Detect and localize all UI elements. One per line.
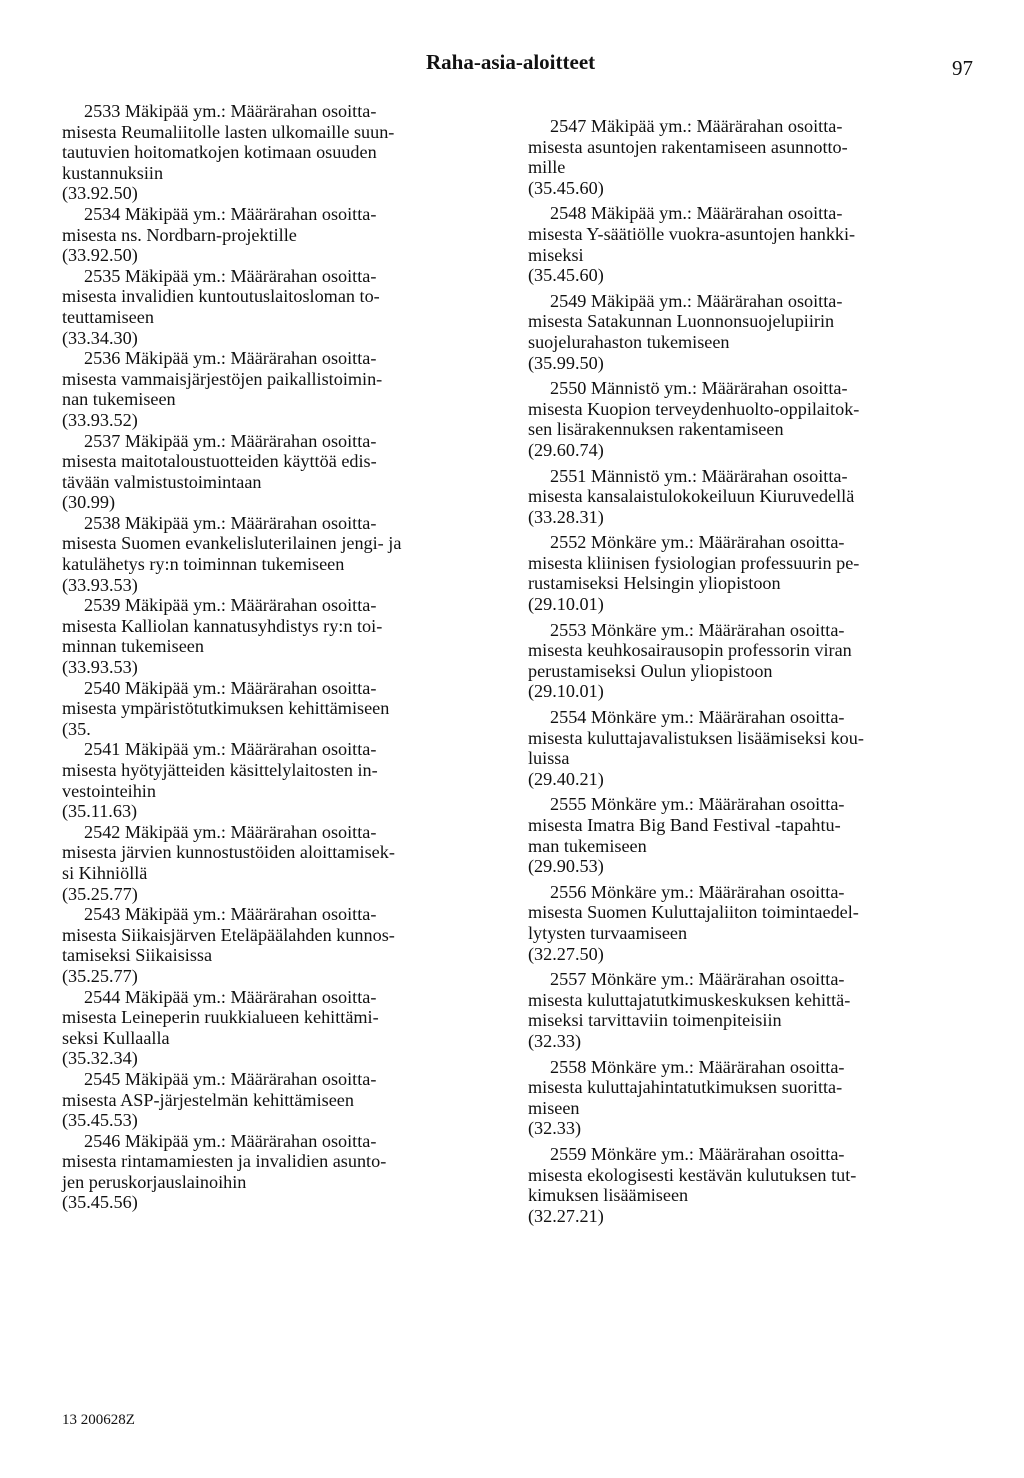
entry-text-line: misesta Y-säätiölle vuokra-asuntojen hankki- — [528, 223, 856, 244]
entry-heading-line: 2545 Mäkipää ym.: Määrärahan osoitta- — [84, 1068, 377, 1089]
entry-text-line: (35. — [62, 718, 91, 739]
entry-text-line: misesta kuluttajavalistuksen lisäämiseksi kou- — [528, 727, 864, 748]
initiative-entry — [528, 969, 966, 1051]
initiative-entry — [62, 739, 500, 821]
entry-text-line: (30.99) — [62, 492, 116, 513]
entry-text-line: minnan tukemiseen — [62, 636, 204, 657]
initiative-entry — [62, 822, 500, 904]
entry-heading-line: 2533 Mäkipää ym.: Määrärahan osoitta- — [84, 101, 377, 121]
entry-text-line: (29.10.01) — [528, 594, 604, 615]
entry-text-line: misesta Reumaliitolle lasten ulkomaille suun- — [62, 121, 395, 142]
entry-heading-line: 2553 Mönkäre ym.: Määrärahan osoitta- — [550, 619, 845, 640]
initiative-entry — [528, 378, 966, 460]
initiative-entry — [62, 431, 500, 513]
entry-text-line: (35.25.77) — [62, 965, 138, 986]
entry-text-line: (33.93.53) — [62, 574, 138, 595]
initiative-entry — [62, 595, 500, 677]
entry-text-line: misesta Kuopion terveydenhuolto-oppilaitok- — [528, 398, 860, 419]
left-column — [62, 101, 500, 1213]
entry-heading-line: 2559 Mönkäre ym.: Määrärahan osoitta- — [550, 1143, 845, 1164]
initiative-entry — [528, 707, 966, 789]
initiative-entry — [528, 620, 966, 702]
entry-text-line: (33.34.30) — [62, 327, 138, 348]
entry-heading-line: 2556 Mönkäre ym.: Määrärahan osoitta- — [550, 881, 845, 902]
entry-text-line: luissa — [528, 748, 570, 769]
entry-text-line: tamiseksi Siikaisissa — [62, 945, 213, 966]
entry-heading-line: 2548 Mäkipää ym.: Määrärahan osoitta- — [550, 203, 843, 224]
initiative-entry — [62, 348, 500, 430]
initiative-entry — [62, 513, 500, 595]
entry-text-line: (35.32.34) — [62, 1048, 138, 1069]
entry-text-line: misesta vammaisjärjestöjen paikallistoimin- — [62, 368, 383, 389]
entry-heading-line: 2546 Mäkipää ym.: Määrärahan osoitta- — [84, 1130, 377, 1151]
entry-text-line: (35.11.63) — [62, 801, 138, 822]
entry-heading-line: 2554 Mönkäre ym.: Määrärahan osoitta- — [550, 707, 845, 728]
entry-text-line: (35.45.60) — [528, 177, 604, 198]
entry-text-line: (33.93.52) — [62, 409, 138, 430]
initiative-entry — [528, 466, 966, 528]
entry-text-line: misesta kuluttajatutkimuskeskuksen kehittä- — [528, 989, 851, 1010]
entry-text-line: misesta Satakunnan Luonnonsuojelupiirin — [528, 311, 835, 332]
entry-text-line: (35.25.77) — [62, 883, 138, 904]
entry-text-line: nan tukemiseen — [62, 389, 176, 410]
page-header — [0, 50, 1024, 90]
right-column — [528, 116, 966, 1231]
entry-text-line: (32.33) — [528, 1030, 582, 1051]
entry-text-line: misesta asuntojen rakentamiseen asunnotto- — [528, 136, 848, 157]
entry-text-line: (32.33) — [528, 1118, 582, 1139]
entry-text-line: (35.45.60) — [528, 265, 604, 286]
entry-text-line: suojelurahaston tukemiseen — [528, 331, 730, 352]
entry-heading-line: 2542 Mäkipää ym.: Määrärahan osoitta- — [84, 821, 377, 842]
initiative-entry — [62, 266, 500, 348]
entry-heading-line: 2537 Mäkipää ym.: Määrärahan osoitta- — [84, 430, 377, 451]
entry-text-line: misesta Imatra Big Band Festival -tapahtu- — [528, 815, 841, 835]
entry-text-line: perustamiseksi Oulun yliopistoon — [528, 660, 773, 681]
entry-text-line: (35.99.50) — [528, 352, 604, 373]
entry-text-line: misesta maitotaloustuotteiden käyttöä edis- — [62, 451, 377, 472]
entry-text-line: misesta Suomen evankelisluterilainen jengi- ja — [62, 533, 402, 554]
initiative-entry — [62, 1069, 500, 1131]
entry-text-line: miseksi tarvittaviin toimenpiteisiin — [528, 1010, 782, 1031]
entry-text-line: kustannuksiin — [62, 162, 164, 183]
entry-heading-line: 2547 Mäkipää ym.: Määrärahan osoitta- — [550, 116, 843, 136]
entry-text-line: misesta rintamamiesten ja invalidien asunto- — [62, 1151, 387, 1172]
entry-text-line: miseksi — [528, 244, 584, 265]
entry-text-line: kimuksen lisäämiseen — [528, 1185, 689, 1206]
entry-text-line: si Kihniöllä — [62, 862, 148, 883]
entry-heading-line: 2544 Mäkipää ym.: Määrärahan osoitta- — [84, 986, 377, 1007]
entry-heading-line: 2535 Mäkipää ym.: Määrärahan osoitta- — [84, 265, 377, 286]
entry-heading-line: 2539 Mäkipää ym.: Määrärahan osoitta- — [84, 595, 377, 616]
entry-text-line: (29.60.74) — [528, 439, 604, 460]
entry-text-line: tävään valmistustoimintaan — [62, 471, 262, 492]
initiative-entry — [62, 101, 500, 204]
entry-heading-line: 2555 Mönkäre ym.: Määrärahan osoitta- — [550, 794, 845, 815]
entry-text-line: miseen — [528, 1097, 580, 1118]
entry-text-line: misesta ns. Nordbarn-projektille — [62, 224, 297, 245]
entry-text-line: (35.45.53) — [62, 1110, 138, 1131]
entry-text-line: (29.10.01) — [528, 681, 604, 702]
initiative-entry — [528, 1057, 966, 1139]
entry-text-line: katulähetys ry:n toiminnan tukemiseen — [62, 554, 345, 575]
entry-text-line: misesta invalidien kuntoutuslaitosloman to- — [62, 286, 380, 307]
entry-heading-line: 2552 Mönkäre ym.: Määrärahan osoitta- — [550, 532, 845, 553]
initiative-entry — [62, 678, 500, 740]
entry-text-line: jen peruskorjauslainoihin — [62, 1171, 247, 1192]
initiative-entry — [528, 291, 966, 373]
entry-heading-line: 2534 Mäkipää ym.: Määrärahan osoitta- — [84, 203, 377, 224]
entry-text-line: man tukemiseen — [528, 835, 647, 856]
entry-heading-line: 2540 Mäkipää ym.: Määrärahan osoitta- — [84, 677, 377, 698]
entry-text-line: (35.45.56) — [62, 1192, 138, 1213]
page-number: 97 — [952, 56, 973, 80]
footer-code: 13 200628Z — [62, 1412, 135, 1428]
initiative-entry — [62, 904, 500, 986]
entry-text-line: sen lisärakennuksen rakentamiseen — [528, 419, 784, 440]
entry-text-line: misesta ympäristötutkimuksen kehittämiseen — [62, 698, 390, 719]
entry-text-line: misesta kuluttajahintatutkimuksen suoritta- — [528, 1077, 843, 1098]
entry-heading-line: 2558 Mönkäre ym.: Määrärahan osoitta- — [550, 1056, 845, 1077]
entry-text-line: misesta ekologisesti kestävän kulutuksen tut- — [528, 1164, 857, 1185]
initiative-entry — [528, 116, 966, 198]
initiative-entry — [528, 532, 966, 614]
entry-heading-line: 2549 Mäkipää ym.: Määrärahan osoitta- — [550, 290, 843, 311]
initiative-entry — [528, 882, 966, 964]
entry-text-line: (29.90.53) — [528, 856, 604, 877]
entry-heading-line: 2550 Männistö ym.: Määrärahan osoitta- — [550, 378, 848, 399]
entry-text-line: (33.92.50) — [62, 245, 138, 266]
initiative-entry — [528, 203, 966, 285]
entry-heading-line: 2536 Mäkipää ym.: Määrärahan osoitta- — [84, 348, 377, 369]
entry-text-line: lytysten turvaamiseen — [528, 922, 688, 943]
page-title: Raha-asia-aloitteet — [426, 50, 596, 74]
entry-text-line: (33.93.53) — [62, 657, 138, 678]
entry-text-line: misesta keuhkosairausopin professorin viran — [528, 640, 852, 661]
entry-text-line: (33.28.31) — [528, 506, 604, 527]
entry-text-line: teuttamiseen — [62, 306, 154, 327]
entry-text-line: misesta kliinisen fysiologian professuurin pe- — [528, 552, 860, 573]
entry-text-line: misesta Leineperin ruukkialueen kehittämi- — [62, 1007, 379, 1028]
entry-text-line: (32.27.21) — [528, 1205, 604, 1226]
entry-heading-line: 2557 Mönkäre ym.: Määrärahan osoitta- — [550, 969, 845, 990]
initiative-entry — [528, 794, 966, 876]
entry-text-line: (32.27.50) — [528, 943, 604, 964]
entry-heading-line: 2543 Mäkipää ym.: Määrärahan osoitta- — [84, 904, 377, 925]
entry-text-line: misesta hyötyjätteiden käsittelylaitosten in- — [62, 760, 378, 780]
entry-heading-line: 2538 Mäkipää ym.: Määrärahan osoitta- — [84, 512, 377, 533]
entry-text-line: (33.92.50) — [62, 183, 138, 204]
entry-text-line: tautuvien hoitomatkojen kotimaan osuuden — [62, 142, 377, 163]
entry-text-line: vestointeihin — [62, 780, 156, 801]
entry-heading-line: 2551 Männistö ym.: Määrärahan osoitta- — [550, 465, 848, 486]
entry-text-line: misesta kansalaistulokokeiluun Kiuruvedellä — [528, 486, 855, 507]
initiative-entry — [62, 204, 500, 266]
entry-text-line: misesta järvien kunnostustöiden aloittamisek- — [62, 842, 395, 863]
entry-text-line: misesta ASP-järjestelmän kehittämiseen — [62, 1089, 354, 1110]
entry-text-line: mille — [528, 157, 566, 178]
initiative-entry — [528, 1144, 966, 1226]
entry-text-line: (29.40.21) — [528, 768, 604, 789]
initiative-entry — [62, 1131, 500, 1213]
entry-text-line: misesta Kalliolan kannatusyhdistys ry:n toi- — [62, 615, 383, 636]
entry-text-line: misesta Siikaisjärven Eteläpäälahden kunnos- — [62, 924, 395, 945]
entry-heading-line: 2541 Mäkipää ym.: Määrärahan osoitta- — [84, 739, 377, 760]
entry-text-line: misesta Suomen Kuluttajaliiton toimintaedel- — [528, 902, 859, 923]
initiative-entry — [62, 987, 500, 1069]
entry-text-line: rustamiseksi Helsingin yliopistoon — [528, 573, 781, 594]
entry-text-line: seksi Kullaalla — [62, 1027, 170, 1048]
